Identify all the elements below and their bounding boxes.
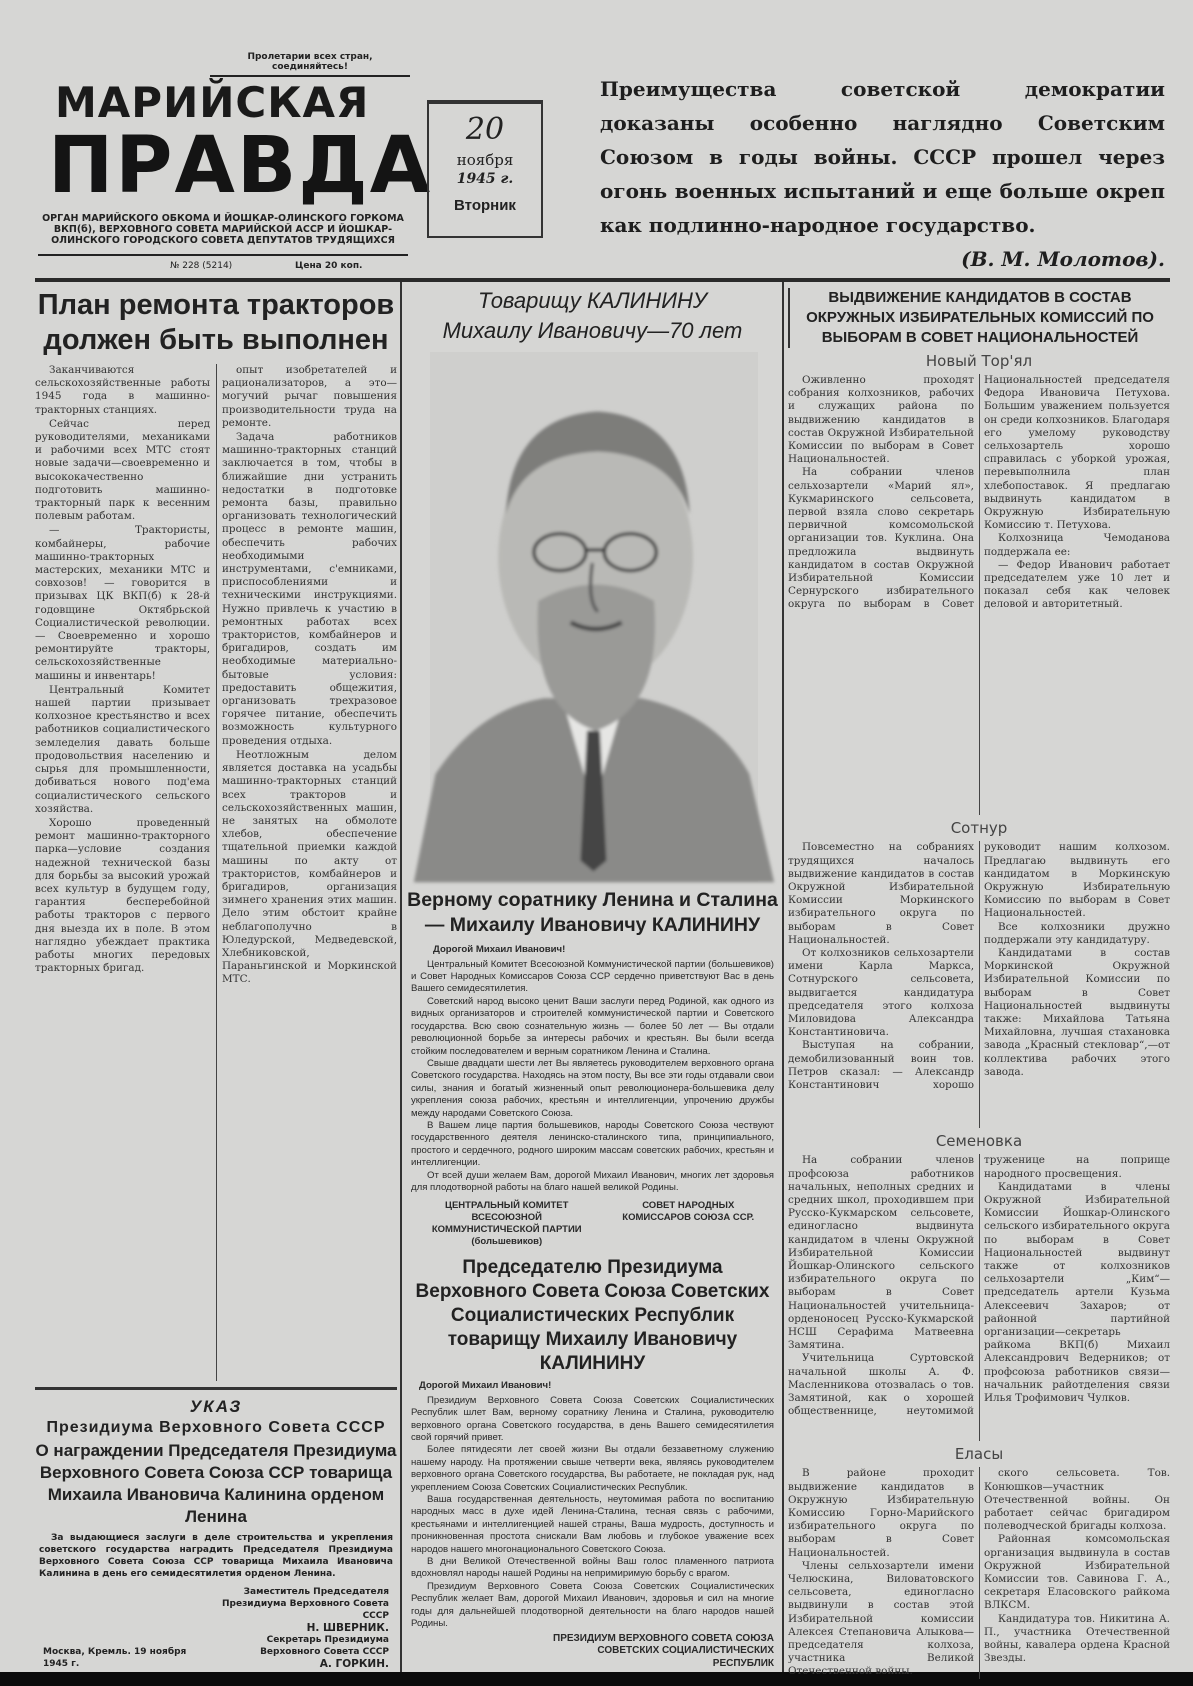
- divider: [35, 278, 1170, 282]
- weekday: Вторник: [454, 197, 516, 214]
- signature-cc: ЦЕНТРАЛЬНЫЙ КОМИТЕТ ВСЕСОЮЗНОЙ КОММУНИСТИЧЕСКОЙ ПАРТИИ (большевиков): [431, 1200, 582, 1248]
- elections-headline: ВЫДВИЖЕНИЕ КАНДИДАТОВ В СОСТАВ ОКРУЖНЫХ ИЗБИРАТЕЛЬНЫХ КОМИССИЙ ПО ВЫБОРАМ В СОВЕТ НАЦИОНАЛЬНОСТЕЙ: [788, 288, 1170, 348]
- signatory-org: Президиума Верховного Совета СССР: [221, 1599, 389, 1621]
- election-section: [788, 1445, 1170, 1678]
- section-place: Сотнур: [950, 819, 1008, 838]
- letter2-headline: Председателю Президиума Верховного Совета Союза Советских Социалистических Республик товарищу Михаилу Ивановичу КАЛИНИНУ: [415, 1257, 770, 1375]
- date-day: 20: [465, 112, 505, 147]
- section-place: Семеновка: [935, 1132, 1023, 1151]
- decree-signatures: [210, 1586, 389, 1670]
- letter-body: [411, 1395, 774, 1631]
- letter1-headline: Верному соратнику Ленина и Сталина — Михаилу Ивановичу КАЛИНИНУ: [407, 889, 778, 937]
- paragraph: На собрании членов сельхозартели «Марий ял», Кукмаринского сельсовета, первой взяла слово секретарь первичной комсомольской организации тов. Куклина. Она предложила выдвинуть кандидатом в состав Окружной Избирательной Комиссии Сернурского избирательного округа по выборам в Совет Национальностей председателя Федора Ивановича Петухова. Большим уважением пользуется он среди колхозников. Благодаря его умелому руководству сельхозартель хорошо справилась с уборкой урожая, перевыполнила план хлебопоставок. Я предлагаю выдвинуть кандидатом в Окружную Избирательную Комиссию т. Петухова.: [788, 374, 1170, 611]
- letter2: [405, 1380, 780, 1670]
- newspaper-title-line1: МАРИЙСКАЯ: [55, 78, 370, 127]
- paragraph: На собрании членов профсоюза работников начальных, неполных средних и средних школ, проходившем при Русско-Кукмарском сельсовете, единогласно выдвинута кандидатом в члены Окружной Избирательной Комиссии Йошкар-Олинского сельского избирательного округа по выборам в Совет Национальностей учительница-орденоносец Русско-Кукмарской НСШ Серафима Матвеевна Замятина.: [788, 1154, 974, 1352]
- paragraph: Заканчиваются сельскохозяйственные работы 1945 года в машинно-тракторных станциях.: [35, 364, 210, 416]
- paragraph: Центральный Комитет нашей партии призывает колхозное крестьянство и всех работников социалистического земледелия давать больше продовольствия населению и сырья для промышленности, добиваться нового под'ема социалистического сельского хозяйства.: [35, 683, 210, 815]
- section-place: Новый Тор'ял: [925, 352, 1033, 370]
- price: Цена 20 коп.: [295, 261, 363, 271]
- section-body: [788, 1467, 1170, 1678]
- paragraph: Более пятидесяти лет своей жизни Вы отдали беззаветному служению нашему народу. На протяжении свыше четверти века, являясь руководителем верховного органа Советского государства, Вы работаете, не покладая рук, над укреплением Союза Советских Социалистических Республик.: [411, 1444, 774, 1493]
- paragraph: В дни Великой Отечественной войны Ваш голос пламенного патриота вдохновлял народы нашей Родины на непримиримую борьбу с врагом.: [411, 1556, 774, 1580]
- paragraph: — Трактористы, комбайнеры, рабочие машинно-тракторных мастерских, механики МТС и совхозов! — говорится в призывах ЦК ВКП(б) к 28-й годовщине Октябрьской Социалистической революции.— Своевременно и хорошо ремонтируйте тракторы, сельскохозяйственные машины и инвентарь!: [35, 524, 210, 682]
- paragraph: Кандидатами в состав Моркинской Окружной Избирательной Комиссии по выборам в Совет Национальностей выдвинуты также: Михайлова Татьяна Михайловна, лучшая стахановка завода „Красный стекловар“,—от коллектива рабочих этого завода.: [984, 947, 1170, 1078]
- molotov-quote: [600, 72, 1165, 276]
- column-divider: [782, 282, 784, 1672]
- paragraph: Члены сельхозартели имени Челюскина, Виловатовского сельсовета, единогласно выдвинули в состав этой Избирательной комиссии Алексея Степановича Алыкова—председателя колхоза, участника Великой Отечественной войны.: [788, 1559, 974, 1678]
- publisher-line: ОРГАН МАРИЙСКОГО ОБКОМА И ЙОШКАР-ОЛИНСКОГО ГОРКОМА ВКП(б), ВЕРХОВНОГО СОВЕТА МАРИЙСКОЙ АССР И ЙОШКАР-ОЛИНСКОГО ГОРОДСКОГО СОВЕТА ДЕПУТАТОВ ТРУДЯЩИХСЯ: [42, 213, 404, 246]
- paragraph: — Федор Иванович работает председателем уже 10 лет и показал себя как человек деловой и авторитетный.: [984, 558, 1170, 611]
- section-place: Еласы: [954, 1445, 1004, 1464]
- signatory-name: Н. ШВЕРНИК.: [306, 1622, 389, 1634]
- decree: [35, 1396, 397, 1670]
- letter1: [405, 944, 780, 1248]
- left-column: [35, 288, 397, 1670]
- letter1-signatures: [411, 1200, 774, 1248]
- signature-snk: СОВЕТ НАРОДНЫХ КОМИССАРОВ СОЮЗА ССР.: [622, 1200, 755, 1224]
- headline-line: Михаилу Ивановичу—70 лет: [442, 318, 743, 343]
- paragraph: Президиум Верховного Совета Союза Советских Социалистических Республик шлет Вам, верному соратнику Ленина и Сталина, руководителю верховного органа Советского государства, в день Вашего семидесятилетия свой горячий привет.: [411, 1394, 774, 1443]
- scan-border: [0, 1672, 1193, 1686]
- middle-column: [405, 286, 780, 1670]
- paragraph: Выступая на собрании, демобилизованный воин тов. Петров сказал: — Александр Константинович хорошо руководит нашим колхозом. Предлагаю выдвинуть его кандидатом в Моркинскую Окружную Избирательную Комиссию по выборам в Совет Национальностей.: [788, 841, 1170, 1092]
- paragraph: Кандидатами в члены Окружной Избирательной Комиссии Йошкар-Олинского сельского избирательного округа по выборам в Совет Национальностей выдвинут также от колхозников сельхозартели „Ким“—председатель артели Кузьма Алексеевич Захаров; от районной партийной организации—секретарь райкома ВКП(б) Михаил Александрович Ведерников; от профсоюза работников связи—начальник райотделения связи Илья Трофимович Чулков.: [984, 1180, 1170, 1405]
- election-section: [788, 352, 1170, 815]
- section-body: [788, 841, 1170, 1128]
- decree-title: УКАЗ: [189, 1397, 243, 1416]
- slogan: Пролетарии всех стран, соединяйтесь!: [210, 52, 410, 77]
- paragraph: Районная комсомольская организация выдвинула в состав Окружной Избирательной Комиссии тов. Савинова Г. А., секретаря Еласовского райкома ВЛКСМ.: [984, 1533, 1170, 1612]
- paragraph: От колхозников сельхозартели имени Карла Маркса, Сотнурского сельсовета, выдвигается кандидатура председателя этого колхоза Миловидова Александра Константиновича.: [788, 947, 974, 1039]
- section-body: [788, 374, 1170, 815]
- paragraph: Ваша государственная деятельность, неутомимая работа по воспитанию народных масс в духе идей Ленина-Сталина, тесная связь с рабочими, крестьянами и интеллигенцией нашей страны, Ваша мудрость, доступность и проникновенная простота снискали Вам любовь и глубокое уважение всех народов нашего многонационального Советского Союза.: [411, 1494, 774, 1555]
- election-section: [788, 819, 1170, 1128]
- paragraph: Учительница Суртовской начальной школы А. Ф. Масленникова отозвалась о тов. Замятиной, как о хорошей общественнице, неутомимой труженице на поприще народного просвещения.: [788, 1154, 1170, 1418]
- kalinin-portrait: [430, 352, 758, 882]
- signatory-org: Верховного Совета СССР: [260, 1647, 389, 1657]
- quote-text: Преимущества советской демократии доказаны особенно наглядно Советским Союзом в годы войны. СССР прошел через огонь военных испытаний и еще больше окреп как подлинно-народное государство.: [600, 77, 1165, 237]
- headline-line: Товарищу КАЛИНИНУ: [477, 288, 707, 313]
- quote-author: (В. М. Молотов).: [961, 247, 1165, 271]
- paragraph: В Вашем лице партия большевиков, народы Советского Союза чествуют государственного деятеля ленинско-сталинского типа, принципиального, простого и сердечного, родного широким массам советских рабочих, крестьян и интеллигенции.: [411, 1119, 774, 1169]
- paragraph: Советский народ высоко ценит Ваши заслуги перед Родиной, как одного из видных организаторов и строителей коммунистической партии и Советского государства. Всю свою сознательную жизнь — более 50 лет — Вы отдали революционной борьбе за интересы рабочих и крестьян. Вы были всегда стойким последователем и верным соратником Ленина и Сталина.: [411, 995, 774, 1057]
- greeting: Дорогой Михаил Иванович!: [433, 944, 566, 956]
- letter-body: [411, 959, 774, 1195]
- issue-number: № 228 (5214): [170, 261, 233, 271]
- right-column: [788, 288, 1170, 1678]
- paragraph: Кандидатура тов. Никитина А. П., участника Отечественной войны, кавалера ордена Красной Звезды.: [984, 1612, 1170, 1665]
- paragraph: ского сельсовета. Тов. Конюшков—участник Отечественной войны. Он работает сейчас бригадиром полеводческой бригады колхоза.: [984, 1467, 1170, 1533]
- signatory-role: Секретарь Президиума: [266, 1635, 389, 1645]
- date-month: ноября: [456, 151, 514, 169]
- paragraph: Хорошо проведенный ремонт машинно-тракторного парка—условие создания надежной технической базы для борьбы за высокий урожай всех культур в будущем году, гарантия бесперебойной работы тракторов с первого дня выезда их в поле. В этом наглядно убеждает практика работы многих передовых тракторных бригад.: [35, 816, 210, 975]
- decree-headline: О награждении Председателя Президиума Верховного Совета Союза ССР товарища Михаила Ивановича Калинина орденом Ленина: [35, 1441, 397, 1526]
- paragraph: опыт изобретателей и рационализаторов, а это—могучий рычаг повышения производительности труда на ремонте.: [222, 364, 397, 429]
- greeting: Дорогой Михаил Иванович!: [419, 1380, 552, 1392]
- date-box: [427, 100, 543, 238]
- section-body: [788, 1154, 1170, 1441]
- divider: [35, 1387, 397, 1390]
- article-body: [35, 364, 397, 1381]
- signatory-role: Заместитель Председателя: [243, 1587, 389, 1597]
- date-year: 1945 г.: [456, 171, 514, 187]
- election-section: [788, 1132, 1170, 1441]
- paragraph: Свыше двадцати шести лет Вы являетесь руководителем верховного органа Советского государства. Находясь на этом посту, Вы все эти годы отдавали свои силы, знания и богатый жизненный опыт революционера-большевика делу укрепления союза рабочих, крестьян и интеллигенции, упрочению дружбы между народами Советского Союза.: [411, 1057, 774, 1119]
- article-headline: План ремонта тракторов должен быть выполнен: [37, 289, 395, 356]
- paragraph: Повсеместно на собраниях трудящихся началось выдвижение кандидатов в состав Окружной Избирательной Комиссии Моркинского избирательного округа по выборам в Совет Национальностей.: [788, 841, 974, 946]
- paragraph: От всей души желаем Вам, дорогой Михаил Иванович, многих лет здоровья для плодотворной работы на благо нашей великой Родины.: [411, 1169, 774, 1193]
- paragraph: Все колхозники дружно поддержали эту кандидатуру.: [984, 920, 1170, 946]
- kalinin-headline: [405, 286, 780, 346]
- newspaper-title-line2: ПРАВДА: [48, 121, 433, 211]
- paragraph: Задача работников машинно-тракторных станций заключается в том, чтобы в ближайшие дни устранить недостатки в подготовке ремонта базы, правильно организовать технологический процесс в ремонте машин, обеспечить рабочих необходимыми инструментами, с'емниками, приспособлениями и техническими инструкциями. Нужно привлечь к участию в ремонтных работах всех трактористов, комбайнеров и бригадиров, создать им необходимые материально-бытовые условия: предоставить общежития, организовать трехразовое горячее питание, обеспечить возможность культурного проведения отдыха.: [222, 431, 397, 747]
- paragraph: В районе проходит выдвижение кандидатов в Окружную Избирательную Комиссию Горно-Марийского избирательного округа по выборам в Совет Национальностей.: [788, 1467, 974, 1559]
- letter2-signature: ПРЕЗИДИУМ ВЕРХОВНОГО СОВЕТА СОЮЗА СОВЕТСКИХ СОЦИАЛИСТИЧЕСКИХ РЕСПУБЛИК: [553, 1632, 774, 1669]
- paragraph: Сейчас перед руководителями, механиками и рабочими всех МТС стоят новые задачи—своевременно и высококачественно подготовить машинно-тракторный парк к весенним полевым работам.: [35, 417, 210, 523]
- column-divider: [400, 282, 402, 1672]
- paragraph: Неотложным делом является доставка на усадьбы машинно-тракторных станций всех тракторов и сельскохозяйственных машин, не занятых на обмолоте хлебов, обеспечение тщательной приемки каждой машины по акту от трактористов, комбайнеров и бригадиров, организация зимнего хранения этих машин. Дело этим обстоит крайне неблагополучно в Юледурской, Медведевской, Хлебниковской, Параньгинской и Моркинской МТС.: [222, 748, 397, 986]
- paragraph: Президиум Верховного Совета Союза Советских Социалистических Республик желает Вам, дорогой Михаил Иванович, здоровья и сил на многие годы для дальнейшей плодотворной деятельности на благо народов нашей Родины.: [411, 1580, 774, 1630]
- elections-sections: [788, 352, 1170, 1678]
- paragraph: Центральный Комитет Всесоюзной Коммунистической партии (большевиков) и Совет Народных Комиссаров Союза ССР сердечно приветствуют Вас в день Вашего семидесятилетия.: [411, 958, 774, 995]
- divider: [38, 254, 408, 256]
- decree-place-date: Москва, Кремль. 19 ноября 1945 г.: [43, 1647, 187, 1669]
- decree-subtitle: Президиума Верховного Совета СССР: [46, 1419, 386, 1436]
- paragraph: Оживленно проходят собрания колхозников, рабочих и служащих района по выдвижению кандидатов в состав Окружной Избирательной Комиссии по выборам в Совет Национальностей.: [788, 374, 974, 466]
- signatory-name: А. ГОРКИН.: [319, 1658, 389, 1670]
- decree-body: За выдающиеся заслуги в деле строительства и укрепления советского государства наградить Председателя Президиума Верховного Совета Союза ССР товарища Михаила Ивановича Калинина в день его семидесятилетия орденом Ленина.: [39, 1533, 393, 1579]
- decree-footer: [35, 1586, 397, 1670]
- paragraph: Колхозница Чемоданова поддержала ее:: [984, 532, 1170, 558]
